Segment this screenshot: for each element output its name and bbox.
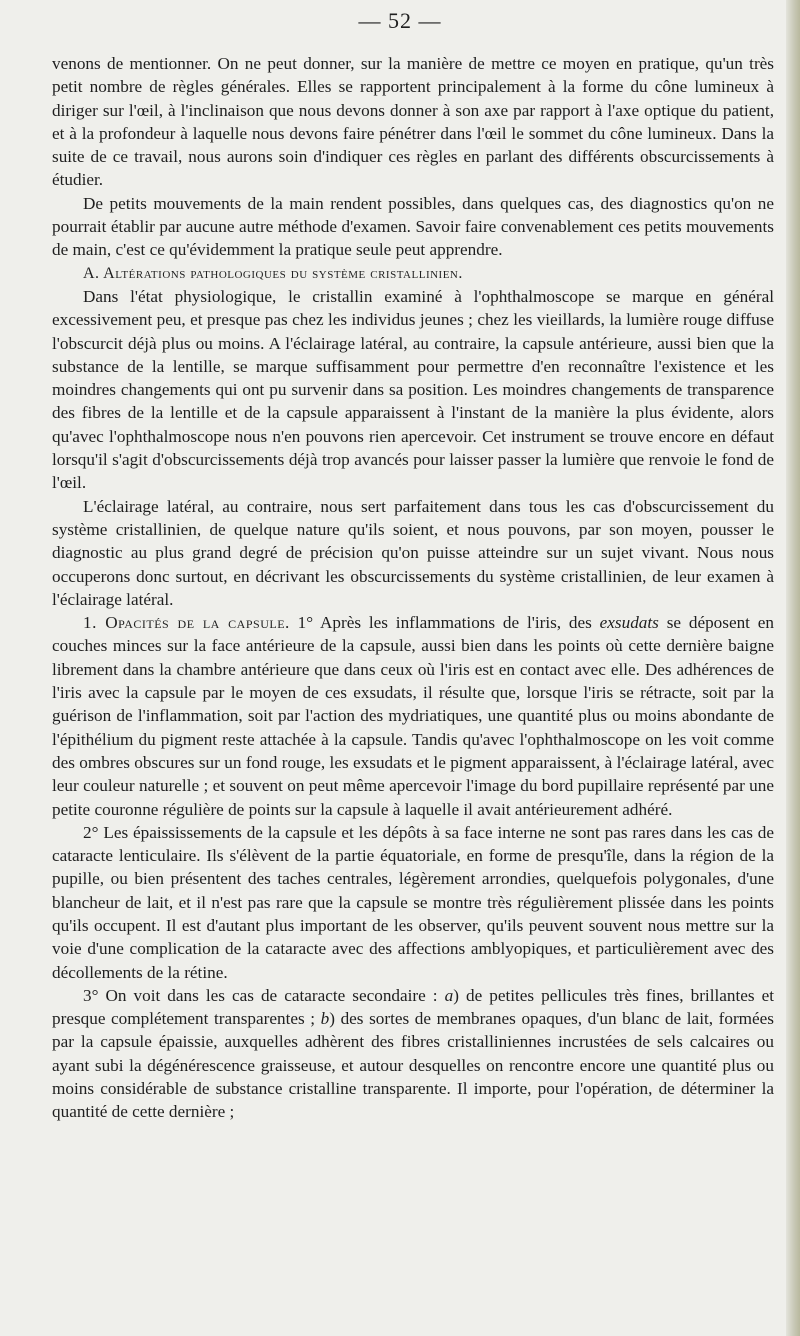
paragraph-5 <box>52 611 774 821</box>
paragraph-5-text-b: se déposent en couches minces sur la face antérieure de la capsule, aussi bien dans les points où cette dernière baigne librement dans la chambre antérieure que dans ceux où l'iris est en contact avec elle. Des adhérences de l'iris avec la capsule par le moyen de ces exsudats, il résulte que, lorsque l'iris se rétracte, soit par la guérison de l'inflammation, soit par l'action des mydriatiques, une quantité plus ou moins abondante de l'épithélium du pigment reste attachée à la capsule. Tandis qu'avec l'ophthalmoscope on les voit comme des ombres obscures sur un fond rouge, les exsudats et le pigment apparaissent, à l'éclairage latéral, avec leur couleur naturelle ; et souvent on peut même apercevoir l'image du bord pupillaire représenté par une petite couronne régulière de points sur la capsule à laquelle il avait antérieurement adhéré. <box>52 613 774 819</box>
paragraph-6: 2° Les épaississements de la capsule et les dépôts à sa face interne ne sont pas rares dans les cas de cataracte lenticulaire. Ils s'élèvent de la partie équatoriale, en forme de presqu'île, dans la région de la pupille, ou bien présentent des taches centrales, légèrement arrondies, quelquefois polygonales, d'une blancheur de lait, et il n'est pas rare que la capsule se montre très régulièrement plissée dans les points qu'ils occupent. Il est d'autant plus important de les observer, qu'ils peuvent souvent nous mettre sur la voie d'une complication de la cataracte avec des affections amblyopiques, et particulièrement avec des décollements de la rétine. <box>52 822 774 982</box>
body-text <box>52 52 774 1124</box>
paragraph-4: L'éclairage latéral, au contraire, nous sert parfaitement dans tous les cas d'obscurcissement du système cristallinien, de quelque nature qu'ils soient, et nous pouvons, par son moyen, pousser le diagnostic au plus grand degré de précision qu'on puisse atteindre sur un sujet vivant. Nous nous occuperons donc surtout, en décrivant les obscurcissements du système cristallinien, de leur examen à l'éclairage latéral. <box>52 496 774 609</box>
paragraph-1: venons de mentionner. On ne peut donner, sur la manière de mettre ce moyen en pratique, qu'un très petit nombre de règles générales. Elles se rapportent principalement à la forme du cône lumineux à diriger sur l'œil, à l'inclinaison que nous devons donner à son axe par rapport à l'axe optique du patient, et à la profondeur à laquelle nous devons faire pénétrer dans l'œil le sommet du cône lumineux. Dans la suite de ce travail, nous aurons soin d'indiquer ces règles en parlant des différents obscurcissements à étudier. <box>52 54 774 190</box>
paragraph-5-italic: exsudats <box>599 613 659 633</box>
paragraph-7-text-b: ) de petites pellicules très fines, brillantes et presque complétement transparentes ; <box>52 985 775 1029</box>
paragraph-7-text-a: 3° On voit dans les cas de cataracte secondaire : <box>83 985 445 1005</box>
paragraph-3: Dans l'état physiologique, le cristallin examiné à l'ophthalmoscope se marque en général excessivement peu, et presque pas chez les individus jeunes ; chez les vieillards, la lumière rouge diffuse l'obscurcit déjà plus ou moins. A l'éclairage latéral, au contraire, la capsule antérieure, aussi bien que la substance de la lentille, se marque suffisamment pour permettre d'en reconnaître l'existence et les moindres changements qui ont pu survenir dans sa position. Les moindres changements de transparence des fibres de la lentille et de la capsule apparaissent à l'instant de la manière la plus évidente, alors qu'avec l'ophthalmoscope nous n'en pouvons rien apercevoir. Cet instrument se trouve encore en défaut lorsqu'il s'agit d'obscurcissements déjà trop avancés pour laisser passer la lumière que renvoie le fond de l'œil. <box>52 286 774 493</box>
paragraph-7-italic-b: b <box>320 1009 330 1029</box>
paragraph-7 <box>52 984 774 1124</box>
paragraph-7-italic-a: a <box>444 985 454 1005</box>
paragraph-5-text-a: 1° Après les inflammations de l'iris, des <box>289 613 600 633</box>
page-number: — 52 — <box>358 8 442 33</box>
subsection-title: 1. Opacités de la capsule. <box>83 613 290 633</box>
page-edge <box>786 0 800 1336</box>
paragraph-2: De petits mouvements de la main rendent possibles, dans quelques cas, des diagnostics qu'on ne pourrait établir par aucune autre méthode d'examen. Savoir faire convenablement ces petits mouvements de main, c'est ce qu'évidemment la pratique seule peut apprendre. <box>52 193 774 260</box>
section-heading: A. Altérations pathologiques du système cristallinien. <box>83 264 463 282</box>
paragraph-7-text-c: ) des sortes de membranes opaques, d'un blanc de lait, formées par la capsule épaissie, auxquelles adhèrent des fibres cristalliniennes incrustées de sels calcaires ou ayant subi la dégénérescence graisseuse, et autour desquelles on rencontre encore une quantité plus ou moins considérable de substance cristalline transparente. Il importe, pour l'opération, de déterminer la quantité de cette dernière ; <box>52 1009 774 1122</box>
